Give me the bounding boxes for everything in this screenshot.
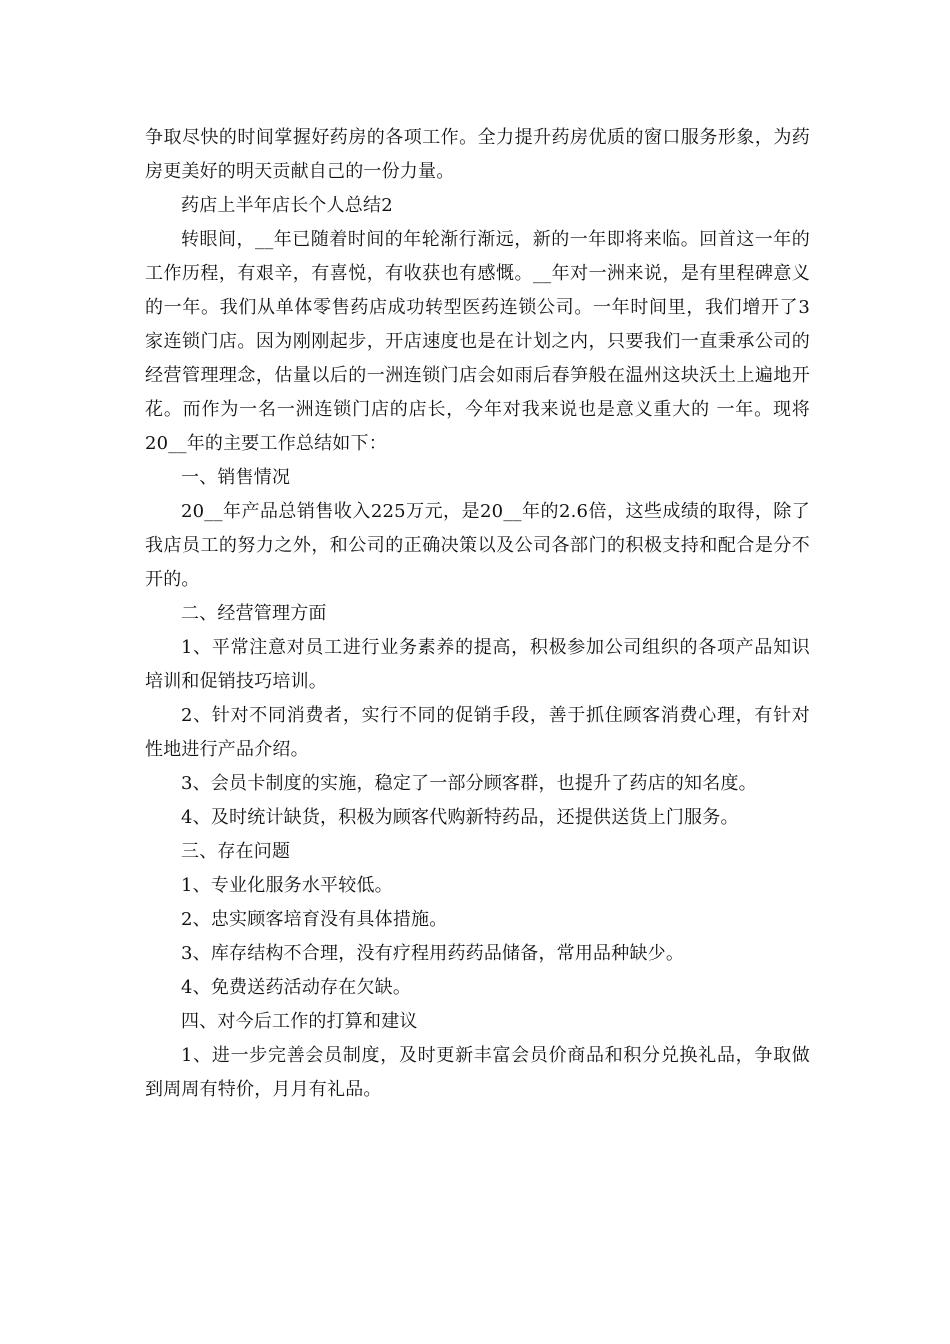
paragraph-problem-2: 2、忠实顾客培育没有具体措施。 bbox=[181, 909, 448, 930]
paragraph-problem-3: 3、库存结构不合理，没有疗程用药药品储备，常用品种缺少。 bbox=[181, 943, 685, 964]
heading-sales: 一、销售情况 bbox=[181, 467, 291, 488]
paragraph-management-4: 4、及时统计缺货，积极为顾客代购新特药品，还提供送货上门服务。 bbox=[181, 807, 739, 828]
paragraph-continuation: 争取尽快的时间掌握好药房的各项工作。全力提升药房优质的窗口服务形象，为药房更美好的明天贡献自己的一份力量。 bbox=[145, 127, 810, 182]
heading-plans: 四、对今后工作的打算和建议 bbox=[181, 1011, 418, 1032]
paragraph-management-1: 1、平常注意对员工进行业务素养的提高，积极参加公司组织的各项产品知识培训和促销技巧培训。 bbox=[145, 637, 810, 692]
paragraph-sales: 20__年产品总销售收入225万元，是20__年的2.6倍，这些成绩的取得，除了我店员工的努力之外，和公司的正确决策以及公司各部门的积极支持和配合是分不开的。 bbox=[145, 501, 810, 590]
heading-problems: 三、存在问题 bbox=[181, 841, 291, 862]
document-page bbox=[145, 121, 810, 1107]
paragraph-problem-4: 4、免费送药活动存在欠缺。 bbox=[181, 977, 412, 998]
section-title: 药店上半年店长个人总结2 bbox=[181, 195, 393, 216]
paragraph-management-3: 3、会员卡制度的实施，稳定了一部分顾客群，也提升了药店的知名度。 bbox=[181, 773, 757, 794]
paragraph-intro: 转眼间，__年已随着时间的年轮渐行渐远，新的一年即将来临。回首这一年的工作历程，有艰辛，有喜悦，有收获也有感慨。__年对一洲来说，是有里程碑意义的一年。我们从单体零售药店成功转型医药连锁公司。一年时间里，我们增开了3家连锁门店。因为刚刚起步，开店速度也是在计划之内，只要我们一直秉承公司的经营管理理念，估量以后的一洲连锁门店会如雨后春笋般在温州这块沃土上遍地开花。而作为一名一洲连锁门店的店长，今年对我来说也是意义重大的 一年。现将20__年的主要工作总结如下： bbox=[145, 229, 810, 454]
paragraph-plan-1: 1、进一步完善会员制度，及时更新丰富会员价商品和积分兑换礼品，争取做到周周有特价，月月有礼品。 bbox=[145, 1045, 810, 1100]
paragraph-problem-1: 1、专业化服务水平较低。 bbox=[181, 875, 393, 896]
heading-management: 二、经营管理方面 bbox=[181, 603, 327, 624]
paragraph-management-2: 2、针对不同消费者，实行不同的促销手段，善于抓住顾客消费心理，有针对性地进行产品介绍。 bbox=[145, 705, 810, 760]
